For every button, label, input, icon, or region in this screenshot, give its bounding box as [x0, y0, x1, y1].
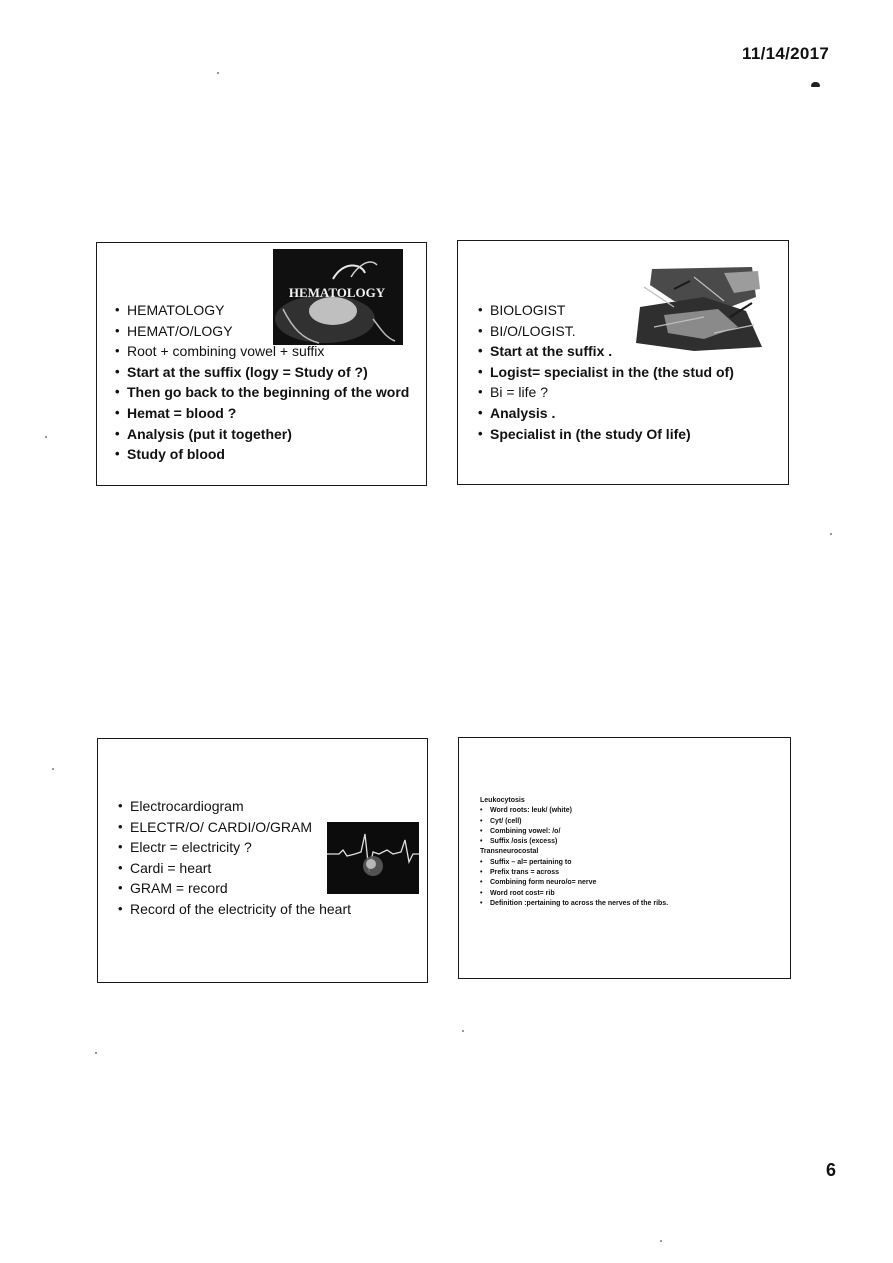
- section-bullets: [480, 806, 668, 847]
- slide-bullets: [115, 300, 409, 465]
- bullet-item: • Start at the suffix (logy = Study of ?): [115, 362, 409, 383]
- bullet-item: • Suffix – al= pertaining to: [480, 858, 668, 868]
- bullet-item: • Analysis .: [478, 403, 734, 424]
- bullet-item: • BIOLOGIST: [478, 300, 734, 321]
- section-bullets: [480, 858, 668, 909]
- slide-bullets: [478, 300, 734, 444]
- scan-speck: [45, 436, 47, 438]
- bullet-item: • Suffix /osis (excess): [480, 837, 668, 847]
- word-analysis-notes: [480, 796, 668, 909]
- scan-speck: [95, 1052, 97, 1054]
- scan-speck: [462, 1030, 464, 1032]
- bullet-item: • Hemat = blood ?: [115, 403, 409, 424]
- bullet-item: • Start at the suffix .: [478, 341, 734, 362]
- bullet-item: • Word root cost= rib: [480, 889, 668, 899]
- scan-speck: [660, 1240, 662, 1242]
- bullet-item: • Then go back to the beginning of the word: [115, 382, 409, 403]
- scan-mark: [811, 82, 820, 87]
- bullet-item: • HEMATOLOGY: [115, 300, 409, 321]
- bullet-item: • ELECTR/O/ CARDI/O/GRAM: [118, 817, 351, 838]
- hematology-image-title: HEMATOLOGY: [288, 285, 386, 300]
- bullet-item: • Record of the electricity of the heart: [118, 899, 351, 920]
- bullet-item: • Specialist in (the study Of life): [478, 424, 734, 445]
- page-number: 6: [826, 1160, 837, 1180]
- slide-biologist: [457, 240, 789, 485]
- slide-electrocardiogram: [97, 738, 428, 983]
- bullet-item: • Bi = life ?: [478, 382, 734, 403]
- bullet-item: • Combining form neuro/o= nerve: [480, 878, 668, 888]
- scan-speck: [830, 533, 832, 535]
- slide-bullets: [118, 796, 351, 920]
- document-date: 11/14/2017: [742, 44, 830, 63]
- bullet-item: • Study of blood: [115, 444, 409, 465]
- bullet-item: • Electrocardiogram: [118, 796, 351, 817]
- slide-word-analysis: [458, 737, 791, 979]
- section-heading: Transneurocostal: [480, 848, 539, 856]
- scan-speck: [217, 72, 219, 74]
- bullet-item: • BI/O/LOGIST.: [478, 321, 734, 342]
- bullet-item: • Analysis (put it together): [115, 424, 409, 445]
- bullet-item: • Word roots: leuk/ (white): [480, 806, 668, 816]
- bullet-item: • Cyt/ (cell): [480, 817, 668, 827]
- slide-hematology: [96, 242, 427, 486]
- bullet-item: • Prefix trans = across: [480, 868, 668, 878]
- bullet-item: • Root + combining vowel + suffix: [115, 341, 409, 362]
- bullet-item: • HEMAT/O/LOGY: [115, 321, 409, 342]
- bullet-item: • GRAM = record: [118, 878, 351, 899]
- scan-speck: [52, 768, 54, 770]
- bullet-item: • Cardi = heart: [118, 858, 351, 879]
- bullet-item: • Logist= specialist in the (the stud of): [478, 362, 734, 383]
- bullet-item: • Electr = electricity ?: [118, 837, 351, 858]
- bullet-item: • Definition :pertaining to across the nerves of the ribs.: [480, 899, 668, 909]
- section-heading: Leukocytosis: [480, 797, 525, 804]
- bullet-item: • Combining vowel: /o/: [480, 827, 668, 837]
